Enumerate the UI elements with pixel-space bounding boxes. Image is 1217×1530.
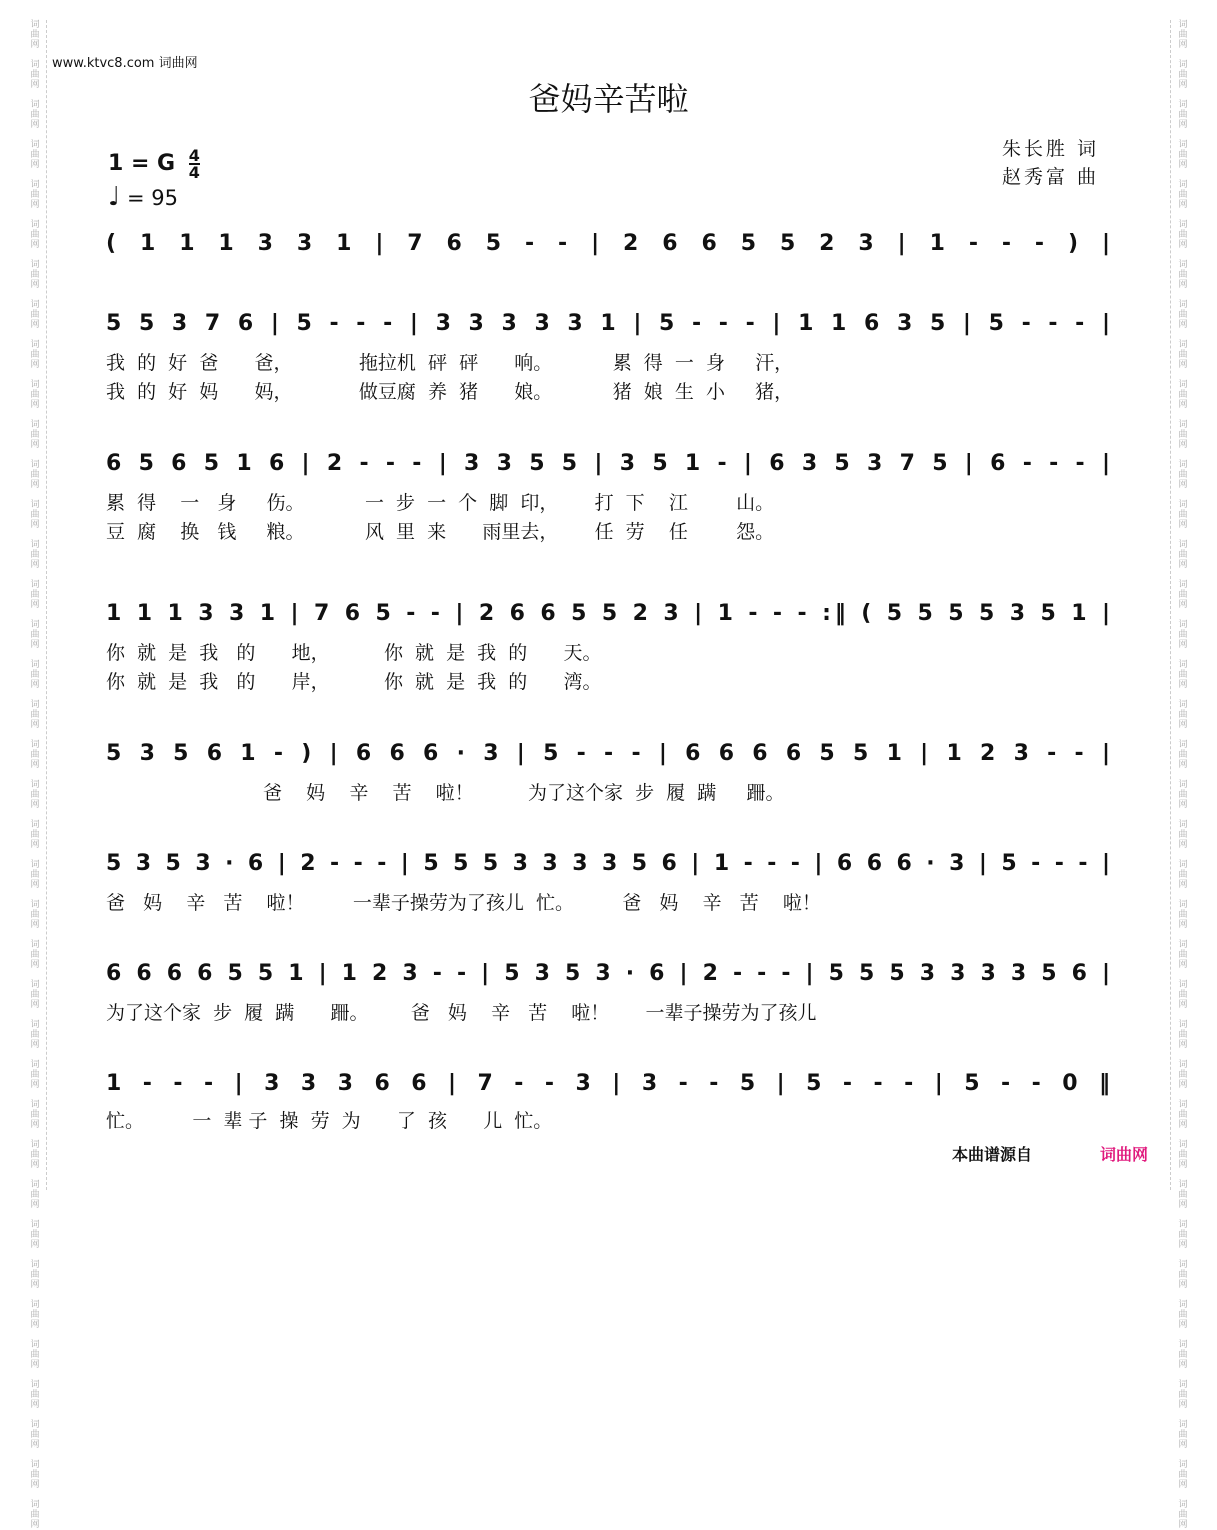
notation-text: 1 - - - | 3 3 3 6 6 | 7 - - 3 | 3 - - 5 | 5 - - - | 5 - - 0 ‖ [106, 1071, 1110, 1096]
notation-text: ( 1 1 1 3 3 1 | 7 6 5 - - | 2 6 6 5 5 2 3 | 1 - - - ) | [106, 231, 1110, 256]
site-url[interactable]: www.ktvc8.com 词曲网 [52, 56, 198, 71]
lyric-verse-2: 豆 腐 换 钱 粮。 风 里 来 雨里去， 任 劳 任 怨。 [106, 521, 775, 543]
notation-row [0, 302, 1217, 346]
notation-text: 5 5 3 7 6 | 5 - - - | 3 3 3 3 3 1 | 5 - - - | 1 1 6 3 5 | 5 - - - | [106, 311, 1110, 336]
notation-text: 6 5 6 5 1 6 | 2 - - - | 3 3 5 5 | 3 5 1 - | 6 3 5 3 7 5 | 6 - - - | [106, 451, 1110, 476]
lyric-verse-1: 你 就 是 我 的 地， 你 就 是 我 的 天。 [106, 642, 602, 664]
lyric-line: 爸 妈 辛 苦 啦！ 一辈子操劳为了孩儿 忙。 爸 妈 辛 苦 啦！ [106, 892, 821, 914]
score-line-5 [0, 732, 1217, 776]
lyric-verse-2: 我 的 好 妈 妈， 做豆腐 养 猪 娘。 猪 娘 生 小 猪， [106, 381, 794, 403]
song-title: 爸妈辛苦啦 [528, 80, 689, 118]
notation-row [0, 842, 1217, 886]
lyric-verse-1: 累 得 一 身 伤。 一 步 一 个 脚 印， 打 下 江 山。 [106, 492, 775, 514]
notation-text: 5 3 5 3 · 6 | 2 - - - | 5 5 5 3 3 3 3 5 6 | 1 - - - | 6 6 6 · 3 | 5 - - - | [106, 851, 1111, 876]
notation-row [0, 592, 1217, 636]
score-line-4 [0, 592, 1217, 636]
brand-link[interactable]: 词曲网 [1100, 1145, 1149, 1164]
time-signature-bottom: 4 [188, 163, 200, 182]
score-line-3 [0, 442, 1217, 486]
lyric-verse-1: 我 的 好 爸 爸， 拖拉机 砰 砰 响。 累 得 一 身 汗， [106, 352, 794, 374]
time-signature [189, 148, 200, 180]
notation-row [0, 442, 1217, 486]
lyricist-credit: 朱长胜 词 [1002, 138, 1100, 160]
source-label: 本曲谱源自 [952, 1145, 1033, 1164]
lyric-line: 爸 妈 辛 苦 啦！ 为了这个家 步 履 蹒 跚。 [106, 782, 785, 804]
lyric-line: 忙。 一 辈 子 操 劳 为 了 孩 儿 忙。 [106, 1110, 553, 1132]
notation-text: 5 3 5 6 1 - ) | 6 6 6 · 3 | 5 - - - | 6 6 6 6 5 5 1 | 1 2 3 - - | [106, 741, 1110, 766]
score-line-8 [0, 1062, 1217, 1106]
score-line-7 [0, 952, 1217, 996]
notation-row [0, 1062, 1217, 1106]
notation-row [0, 952, 1217, 996]
composer-credit: 赵秀富 曲 [1002, 166, 1100, 188]
notation-text: 1 1 1 3 3 1 | 7 6 5 - - | 2 6 6 5 5 2 3 | 1 - - - :‖ ( 5 5 5 5 3 5 1 | [106, 601, 1111, 626]
time-signature-top: 4 [188, 146, 200, 165]
lyric-verse-2: 你 就 是 我 的 岸， 你 就 是 我 的 湾。 [106, 671, 602, 693]
score-line-1 [0, 222, 1217, 266]
tempo-marking [108, 182, 178, 212]
quarter-note-icon: ♩ [108, 182, 121, 212]
key-signature [108, 148, 200, 180]
score-line-2 [0, 302, 1217, 346]
notation-row [0, 222, 1217, 266]
left-watermark-strip: 词 曲 网 词 曲 网 词 曲 网 词 曲 网 词 曲 网 词 曲 网 词 曲 网 词 曲 网 词 曲 网 词 曲 网 词 曲 网 词 曲 网 词 曲 网 词 曲 网 词 曲 网 词 曲 网 词 曲 网 词 曲 网 词 曲 网 词 曲 网 词 曲 网 词 曲 网 词 曲 网 词 曲 网 词 曲 网 词 曲 网 词 曲 网 词 曲 网 词 曲 网 词 曲 网 词 曲 网 词 曲 网 词 曲 网 词 曲 网 词 曲 网 词 曲 网 词 曲 网 词 曲 网 [30, 20, 40, 1530]
tempo-value: = 95 [126, 186, 178, 210]
lyric-line: 为了这个家 步 履 蹒 跚。 爸 妈 辛 苦 啦！ 一辈子操劳为了孩儿 [106, 1002, 817, 1024]
right-watermark-strip: 词 曲 网 词 曲 网 词 曲 网 词 曲 网 词 曲 网 词 曲 网 词 曲 网 词 曲 网 词 曲 网 词 曲 网 词 曲 网 词 曲 网 词 曲 网 词 曲 网 词 曲 网 词 曲 网 词 曲 网 词 曲 网 词 曲 网 词 曲 网 词 曲 网 词 曲 网 词 曲 网 词 曲 网 词 曲 网 词 曲 网 词 曲 网 词 曲 网 词 曲 网 词 曲 网 词 曲 网 词 曲 网 词 曲 网 词 曲 网 词 曲 网 词 曲 网 词 曲 网 词 曲 网 [1178, 20, 1188, 1530]
notation-text: 6 6 6 6 5 5 1 | 1 2 3 - - | 5 3 5 3 · 6 | 2 - - - | 5 5 5 3 3 3 3 5 6 | [106, 961, 1110, 986]
key-label: 1 = G [108, 151, 176, 176]
score-line-6 [0, 842, 1217, 886]
notation-row [0, 732, 1217, 776]
